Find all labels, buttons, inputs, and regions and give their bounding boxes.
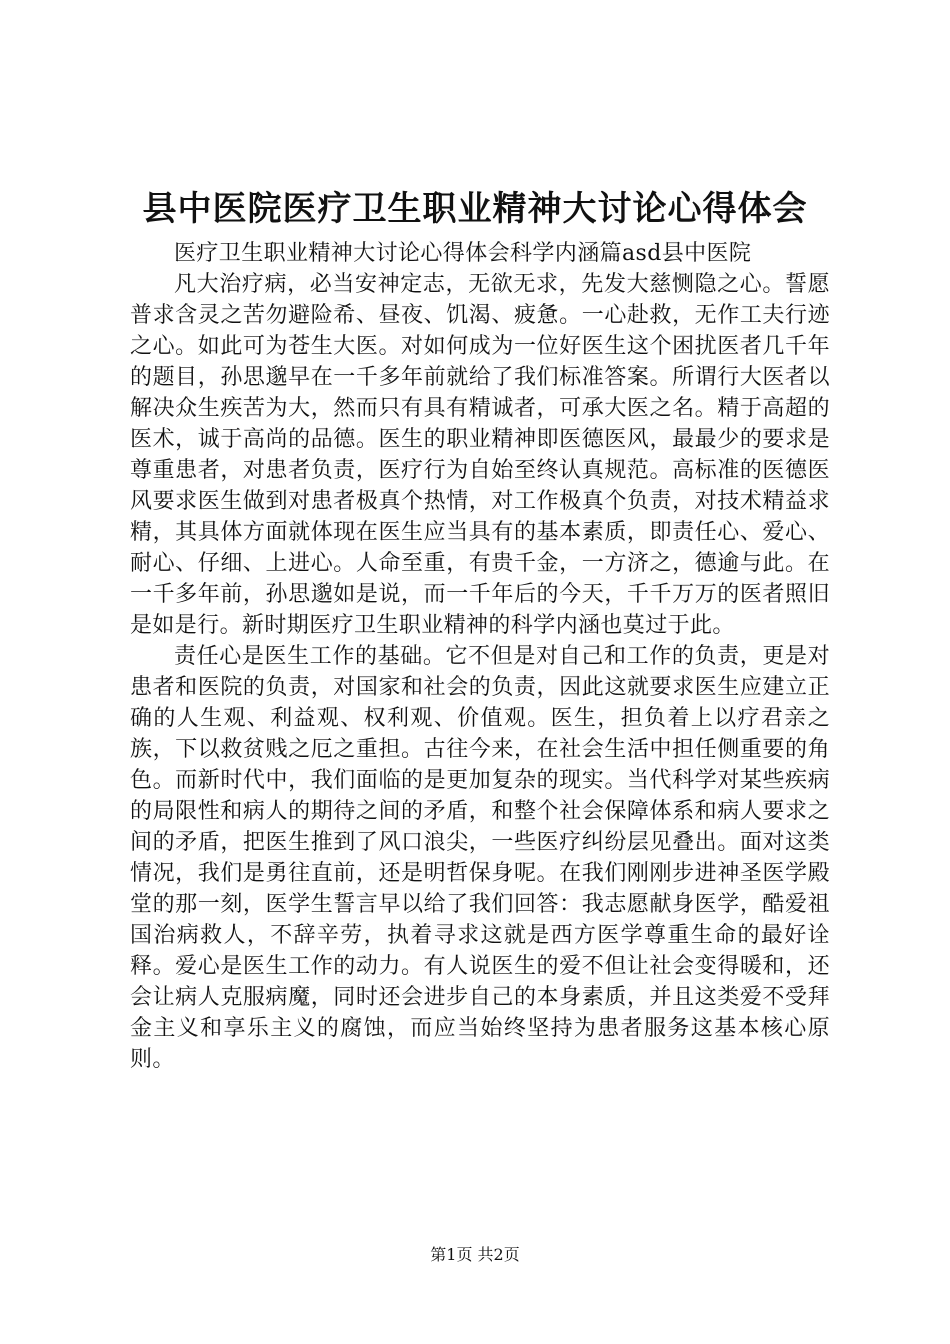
- paragraph-2: 责任心是医生工作的基础。它不但是对自己和工作的负责，更是对患者和医院的负责，对国家和社会的负责，因此这就要求医生应建立正确的人生观、利益观、权利观、价值观。医生，担负着上以疗君亲之族，下以救贫贱之厄之重担。古往今来，在社会生活中担任侧重要的角色。而新时代中，我们面临的是更加复杂的现实。当代科学对某些疾病的局限性和病人的期待之间的矛盾，和整个社会保障体系和病人要求之间的矛盾，把医生推到了风口浪尖，一些医疗纠纷层见叠出。面对这类情况，我们是勇往直前，还是明哲保身呢。在我们刚刚步进神圣医学殿堂的那一刻，医学生誓言早以给了我们回答：我志愿献身医学，酷爱祖国治病救人，不辞辛劳，执着寻求这就是西方医学尊重生命的最好诠释。爱心是医生工作的动力。有人说医生的爱不但让社会变得暖和，还会让病人克服病魔，同时还会进步自己的本身素质，并且这类爱不受拜金主义和享乐主义的腐蚀，而应当始终坚持为患者服务这基本核心原则。: [130, 644, 830, 1072]
- document-body: [130, 238, 830, 1075]
- paragraph-subtitle: 医疗卫生职业精神大讨论心得体会科学内涵篇asd县中医院: [174, 241, 752, 266]
- page-footer: 第1页 共2页: [430, 1245, 520, 1264]
- paragraph-1: 凡大治疗病，必当安神定志，无欲无求，先发大慈恻隐之心。誓愿普求含灵之苦勿避险希、昼夜、饥渴、疲惫。一心赴救，无作工夫行迹之心。如此可为苍生大医。对如何成为一位好医生这个困扰医者几千年的题目，孙思邈早在一千多年前就给了我们标准答案。所谓行大医者以解决众生疾苦为大，然而只有具有精诚者，可承大医之名。精于高超的医术，诚于高尚的品德。医生的职业精神即医德医风，最最少的要求是尊重患者，对患者负责，医疗行为自始至终认真规范。高标准的医德医风要求医生做到对患者极真个热情，对工作极真个负责，对技术精益求精，其具体方面就体现在医生应当具有的基本素质，即责任心、爱心、耐心、仔细、上进心。人命至重，有贵千金，一方济之，德逾与此。在一千多年前，孙思邈如是说，而一千年后的今天，千千万万的医者照旧是如是行。新时期医疗卫生职业精神的科学内涵也莫过于此。: [130, 272, 830, 638]
- document-title: 县中医院医疗卫生职业精神大讨论心得体会: [142, 189, 808, 229]
